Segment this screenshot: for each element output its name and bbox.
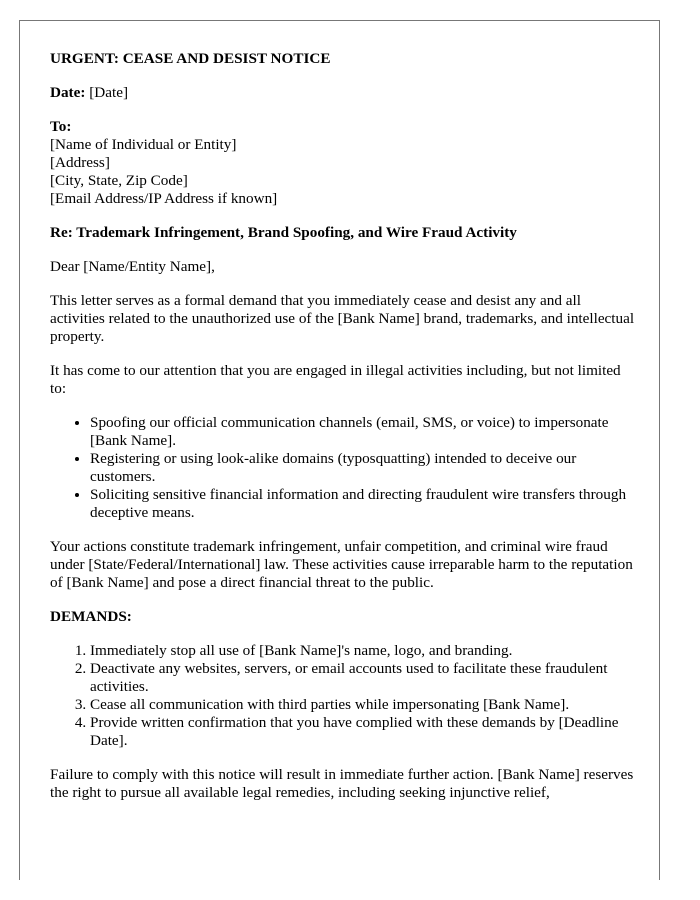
- paragraph-allegations: It has come to our attention that you are engaged in illegal activities including, but not limited to:: [50, 362, 621, 397]
- letter-page: [19, 20, 660, 880]
- date-label: Date:: [50, 84, 86, 101]
- recipient-email: [Email Address/IP Address if known]: [50, 190, 278, 207]
- list-item: • Soliciting sensitive financial information and directing fraudulent wire transfers through deceptive means.: [90, 486, 638, 522]
- recipient-name: [Name of Individual or Entity]: [50, 136, 237, 153]
- paragraph-violations: Your actions constitute trademark infringement, unfair competition, and criminal wire fraud under [State/Federal/International] law. These activities cause irreparable harm to the reputation of [Bank Name] and pose a direct financial threat to the public.: [50, 538, 633, 591]
- date-line: [50, 84, 638, 102]
- paragraph-intro: This letter serves as a formal demand that you immediately cease and desist any and all activities related to the unauthorized use of the [Bank Name] brand, trademarks, and intellectual property.: [50, 292, 635, 345]
- list-item: 2. Deactivate any websites, servers, or email accounts used to facilitate these fraudulent activities.: [90, 660, 638, 696]
- list-item: • Registering or using look-alike domains (typosquatting) intended to deceive our customers.: [90, 450, 638, 486]
- demands-list: [50, 642, 638, 750]
- recipient-block: [50, 118, 638, 208]
- list-item: 3. Cease all communication with third parties while impersonating [Bank Name].: [90, 696, 638, 714]
- recipient-address: [Address]: [50, 154, 110, 171]
- letter-content: [50, 50, 638, 818]
- salutation: Dear [Name/Entity Name],: [50, 258, 215, 275]
- notice-title: URGENT: CEASE AND DESIST NOTICE: [50, 50, 331, 67]
- recipient-city: [City, State, Zip Code]: [50, 172, 188, 189]
- demands-heading: DEMANDS:: [50, 608, 132, 625]
- activities-list: [50, 414, 638, 522]
- list-item: 4. Provide written confirmation that you have complied with these demands by [Deadline Date].: [90, 714, 638, 750]
- list-item: • Spoofing our official communication channels (email, SMS, or voice) to impersonate [Bank Name].: [90, 414, 638, 450]
- subject-line: Re: Trademark Infringement, Brand Spoofing, and Wire Fraud Activity: [50, 224, 517, 241]
- paragraph-consequences: Failure to comply with this notice will result in immediate further action. [Bank Name] reserves the right to pursue all available legal remedies, including seeking injunctive relief,: [50, 766, 634, 801]
- list-item: 1. Immediately stop all use of [Bank Name]'s name, logo, and branding.: [90, 642, 638, 660]
- date-value: [Date]: [85, 84, 129, 101]
- to-label: To:: [50, 118, 72, 135]
